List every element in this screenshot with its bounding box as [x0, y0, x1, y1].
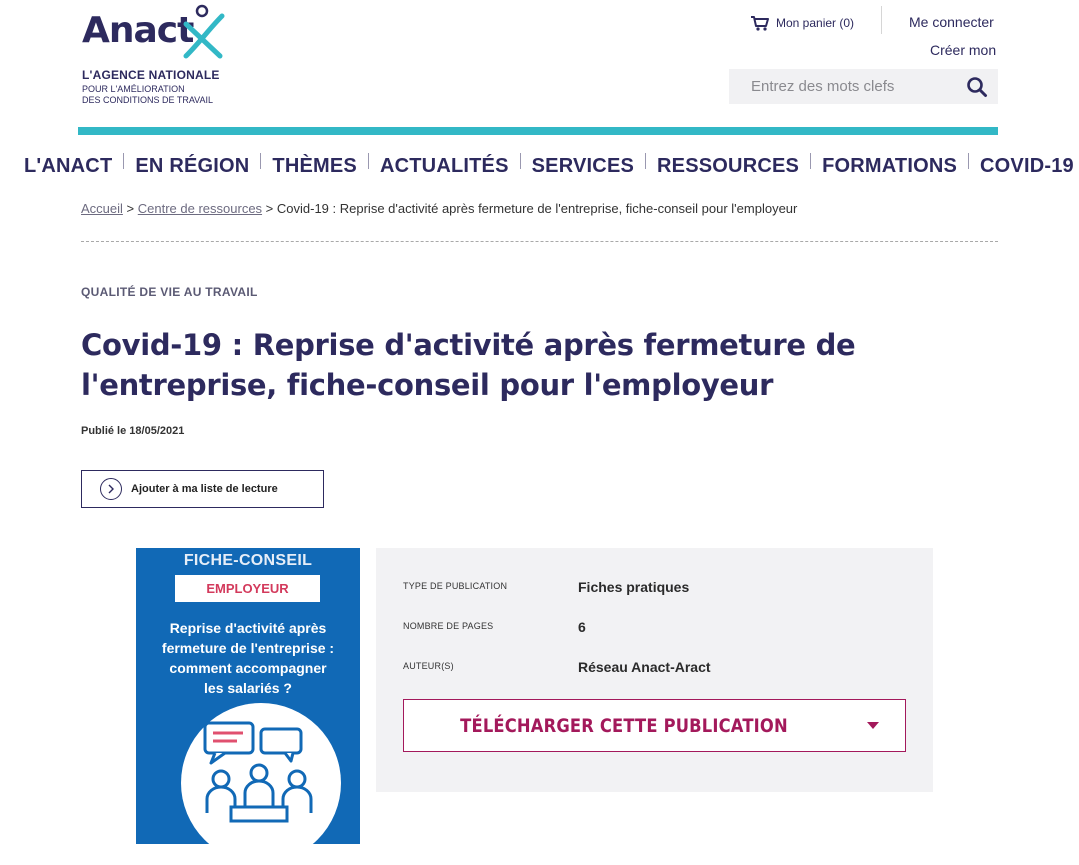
cover-text-line: comment accompagner [169, 660, 327, 676]
chevron-right-icon [100, 478, 122, 500]
breadcrumb-divider [81, 241, 998, 242]
author-label: AUTEUR(S) [403, 661, 454, 671]
breadcrumb-current: Covid-19 : Reprise d'activité après fermeture de l'entreprise, fiche-conseil pour l'employeur [276, 201, 798, 216]
nav-separator [520, 153, 521, 169]
nav-item-anact[interactable]: L'ANACT [24, 155, 113, 177]
add-to-reading-list-button[interactable] [81, 470, 324, 508]
cover-text [136, 618, 360, 698]
cover-heading: FICHE-CONSEIL [183, 552, 313, 569]
logo-tagline-line3: DES CONDITIONS DE TRAVAIL [82, 95, 214, 105]
cover-text-line: fermeture de l'entreprise : [161, 640, 335, 656]
cart-icon [750, 15, 770, 31]
nav-item-services[interactable]: SERVICES [531, 155, 635, 177]
breadcrumb-home-link[interactable]: Accueil [81, 201, 123, 216]
cover-text-line: Reprise d'activité après [169, 620, 327, 636]
nav-item-formations[interactable]: FORMATIONS [822, 155, 958, 177]
download-label: TÉLÉCHARGER CETTE PUBLICATION [460, 715, 788, 737]
logo-x-icon [180, 2, 230, 62]
article-category: QUALITÉ DE VIE AU TRAVAIL [81, 285, 258, 299]
nav-item-themes[interactable]: THÈMES [272, 155, 357, 177]
page-title: Covid-19 : Reprise d'activité après fermeture de l'entreprise, fiche-conseil pour l'employeur [81, 328, 856, 402]
search-input[interactable] [749, 77, 956, 96]
nav-separator [645, 153, 646, 169]
nav-item-en-region[interactable]: EN RÉGION [135, 155, 250, 177]
cover-tag: EMPLOYEUR [175, 575, 320, 602]
cart-label: Mon panier (0) [776, 16, 855, 30]
page-count-value: 6 [578, 619, 586, 635]
logo[interactable]: Anact [82, 10, 194, 51]
nav-separator [123, 153, 124, 169]
caret-down-icon [867, 722, 879, 729]
logo-tagline: L'AGENCE NATIONALE [82, 68, 220, 82]
author-value: Réseau Anact-Aract [578, 659, 711, 675]
breadcrumb [81, 201, 797, 216]
nav-item-ressources[interactable]: RESSOURCES [657, 155, 800, 177]
cart-link[interactable] [750, 15, 854, 31]
publication-type-label: TYPE DE PUBLICATION [403, 581, 508, 591]
nav-separator [810, 153, 811, 169]
main-nav [24, 155, 1074, 178]
logo-tagline-line2: POUR L'AMÉLIORATION [82, 84, 185, 94]
nav-separator [260, 153, 261, 169]
search-icon [966, 76, 988, 98]
nav-item-actualites[interactable]: ACTUALITÉS [379, 155, 509, 177]
header-accent-bar [78, 127, 998, 135]
publication-cover [136, 548, 360, 844]
cover-text-line: les salariés ? [204, 680, 292, 696]
meeting-illustration-icon [181, 703, 341, 844]
page-count-label: NOMBRE DE PAGES [403, 621, 494, 631]
login-link[interactable]: Me connecter [909, 14, 994, 30]
search-bar [729, 69, 998, 104]
breadcrumb-separator: > [126, 201, 135, 216]
reading-list-label: Ajouter à ma liste de lecture [131, 483, 278, 495]
publication-date: Publié le 18/05/2021 [81, 425, 185, 437]
nav-separator [968, 153, 969, 169]
search-button[interactable] [956, 69, 998, 104]
download-publication-button[interactable] [403, 699, 906, 752]
cover-illustration [181, 703, 341, 844]
header-divider [881, 6, 882, 34]
nav-item-covid-19[interactable]: COVID-19 [980, 155, 1074, 177]
publication-details [376, 548, 933, 792]
nav-separator [368, 153, 369, 169]
create-account-link[interactable]: Créer mon [930, 42, 997, 58]
breadcrumb-resources-link[interactable]: Centre de ressources [137, 201, 263, 216]
breadcrumb-separator: > [265, 201, 274, 216]
publication-type-value: Fiches pratiques [578, 579, 690, 595]
